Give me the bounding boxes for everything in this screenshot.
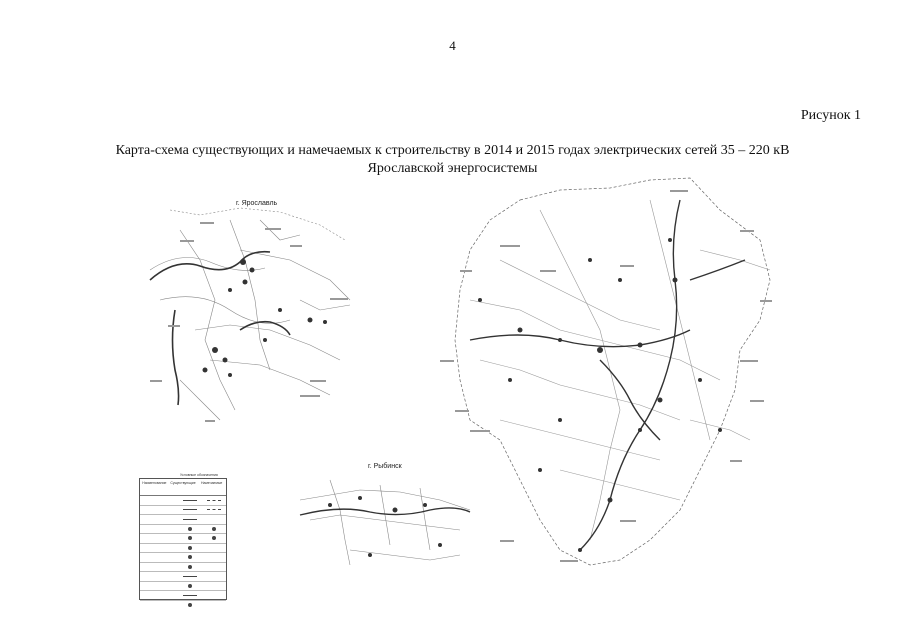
- legend-row: [140, 506, 226, 516]
- map-legend: [139, 473, 227, 600]
- legend-header: [140, 479, 226, 496]
- legend-row: [140, 496, 226, 506]
- legend-row: [140, 525, 226, 535]
- legend-row: [140, 591, 226, 601]
- title-line-1: Карта-схема существующих и намечаемых к строительству в 2014 и 2015 годах электрических сетей 35 – 220 кВ: [115, 143, 790, 158]
- legend-row: [140, 563, 226, 573]
- legend-row: [140, 601, 226, 610]
- legend-col-planned: Намечаемые: [201, 481, 223, 485]
- legend-row: [140, 572, 226, 582]
- yaroslavl-city-label: г. Ярославль: [236, 200, 278, 207]
- legend-row: [140, 534, 226, 544]
- title-line-2: Ярославской энергосистемы: [367, 161, 538, 176]
- legend-row: [140, 553, 226, 563]
- yaroslavl-inset: [150, 208, 350, 420]
- oblast-boundary: [455, 178, 770, 565]
- yaroslavl-substations: [203, 259, 328, 377]
- oblast-lines: [470, 200, 770, 540]
- legend-row: [140, 515, 226, 525]
- legend-row: [140, 544, 226, 554]
- legend-col-name: Наименование: [142, 481, 167, 485]
- oblast-text-marks: [440, 190, 772, 562]
- figure-label: Рисунок 1: [800, 108, 861, 123]
- rybinsk-inset: [300, 480, 470, 565]
- page-number: 4: [449, 38, 456, 53]
- rybinsk-substations: [328, 496, 442, 557]
- legend-row: [140, 582, 226, 592]
- legend-col-existing: Существующие: [170, 481, 196, 485]
- yaroslavl-river: [150, 252, 290, 405]
- oblast-main-lines: [470, 200, 745, 550]
- rybinsk-river: [300, 508, 470, 515]
- rybinsk-city-label: г. Рыбинск: [368, 463, 402, 470]
- legend-title: Условные обозначения: [180, 473, 218, 477]
